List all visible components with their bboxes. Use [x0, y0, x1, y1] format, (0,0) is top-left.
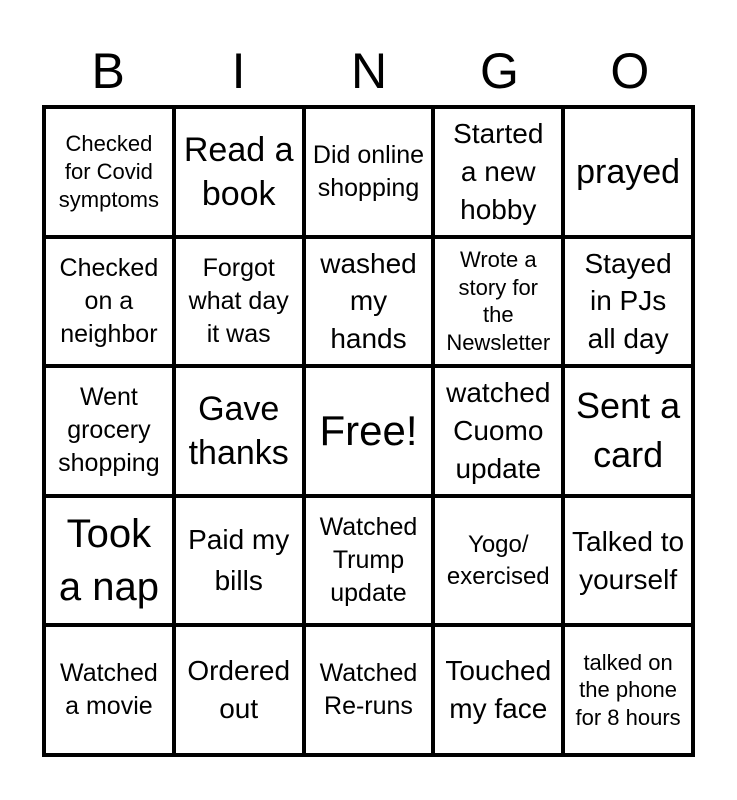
bingo-cell[interactable]: Took a nap: [44, 496, 174, 626]
bingo-cell[interactable]: Read a book: [174, 107, 304, 237]
bingo-cell[interactable]: washed my hands: [304, 237, 434, 367]
bingo-header: [43, 38, 695, 104]
bingo-cell[interactable]: Checked for Covid symptoms: [44, 107, 174, 237]
bingo-cell[interactable]: talked on the phone for 8 hours: [563, 625, 693, 755]
bingo-cell[interactable]: prayed: [563, 107, 693, 237]
bingo-cell[interactable]: Stayed in PJs all day: [563, 237, 693, 367]
bingo-cell[interactable]: Paid my bills: [174, 496, 304, 626]
bingo-cell[interactable]: Ordered out: [174, 625, 304, 755]
bingo-cell[interactable]: Gave thanks: [174, 366, 304, 496]
bingo-cell[interactable]: Talked to yourself: [563, 496, 693, 626]
bingo-cell[interactable]: Watched Trump update: [304, 496, 434, 626]
bingo-cell[interactable]: Went grocery shopping: [44, 366, 174, 496]
bingo-cell[interactable]: Sent a card: [563, 366, 693, 496]
bingo-cell[interactable]: Wrote a story for the Newsletter: [433, 237, 563, 367]
bingo-cell[interactable]: Yogo/ exercised: [433, 496, 563, 626]
header-letter-i: I: [231, 43, 246, 99]
bingo-board: [42, 105, 695, 757]
bingo-cell[interactable]: Touched my face: [433, 625, 563, 755]
bingo-cell-free[interactable]: Free!: [304, 366, 434, 496]
bingo-cell[interactable]: Started a new hobby: [433, 107, 563, 237]
bingo-cell[interactable]: watched Cuomo update: [433, 366, 563, 496]
bingo-cell[interactable]: Watched a movie: [44, 625, 174, 755]
header-letter-g: G: [479, 43, 519, 99]
bingo-cell[interactable]: Watched Re-runs: [304, 625, 434, 755]
header-letter-b: B: [91, 43, 125, 99]
header-letter-o: O: [610, 43, 650, 99]
header-letter-n: N: [350, 43, 388, 99]
bingo-cell[interactable]: Forgot what day it was: [174, 237, 304, 367]
bingo-cell[interactable]: Did online shopping: [304, 107, 434, 237]
bingo-cell[interactable]: Checked on a neighbor: [44, 237, 174, 367]
